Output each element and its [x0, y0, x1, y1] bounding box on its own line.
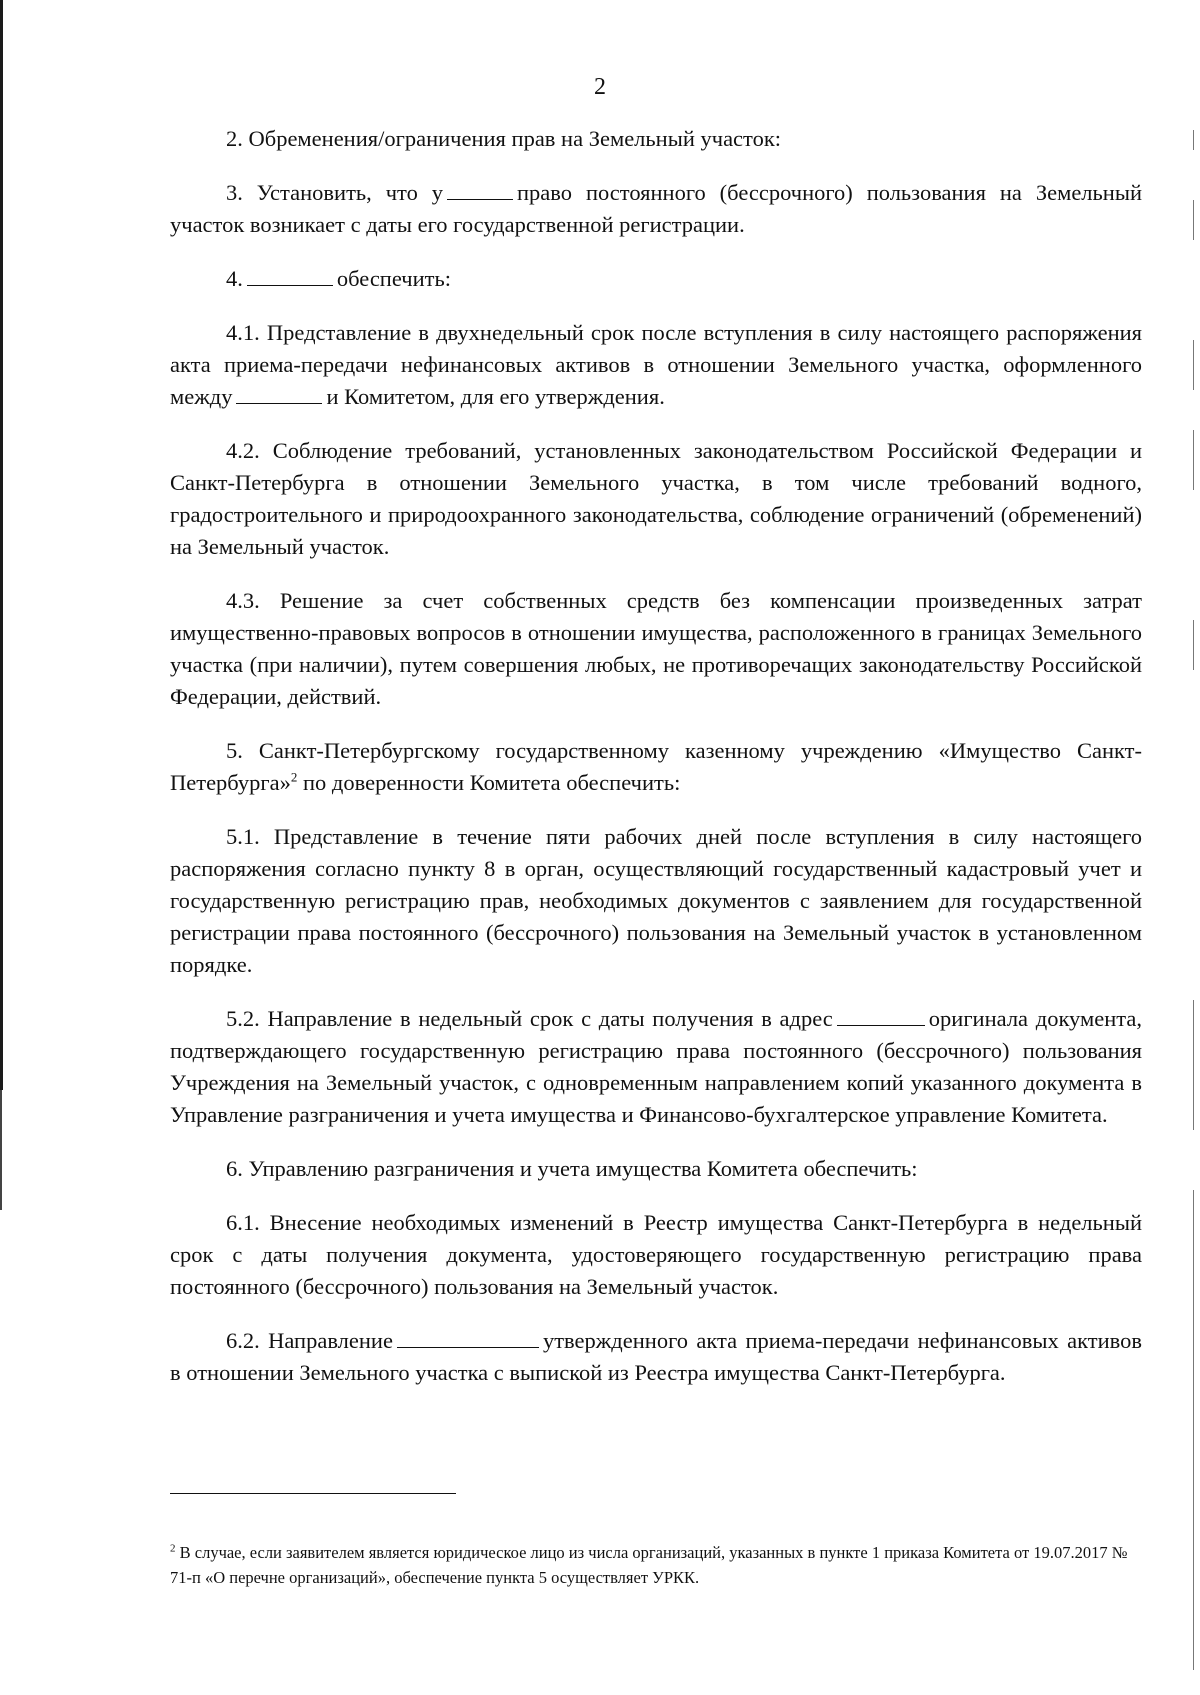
- paragraph-3-start: 3. Установить, что у: [226, 180, 444, 205]
- paragraph-4-end: обеспечить:: [336, 266, 451, 291]
- scan-edge-left-lower: [0, 1090, 2, 1210]
- paragraph-5-start: 5. Санкт-Петербургскому государственному казенному учреждению «Имущество Санкт-Петербурга»: [170, 738, 1142, 795]
- paragraph-5-end: по доверенности Комитета обеспечить:: [297, 770, 681, 795]
- paragraph-6-2-end: утвержденного акта приема-передачи нефинансовых активов в отношении Земельного участка с выпиской из Реестра имущества Санкт-Петербурга.: [170, 1328, 1142, 1385]
- scan-edge-right-mark: [1193, 200, 1194, 240]
- paragraph-5-1: 5.1. Представление в течение пяти рабочих дней после вступления в силу настоящего распоряжения согласно пункту 8 в орган, осуществляющий государственный кадастровый учет и государственную регистрацию прав, необходимых документов с заявлением для государственной регистрации права постоянного (бессрочного) пользования на Земельный участок в установленном порядке.: [170, 824, 1142, 977]
- paragraph-6-1: 6.1. Внесение необходимых изменений в Реестр имущества Санкт-Петербурга в недельный срок с даты получения документа, удостоверяющего государственную регистрацию права постоянного (бессрочного) пользования на Земельный участок.: [170, 1210, 1142, 1299]
- scan-edge-right-mark: [1193, 430, 1194, 490]
- paragraph-4-1-start: 4.1. Представление в двухнедельный срок после вступления в силу настоящего распоряжения акта приема-передачи нефинансовых активов в отношении Земельного участка, оформленного между: [170, 320, 1142, 409]
- scan-edge-right-mark: [1193, 1000, 1194, 1130]
- blank-field: [236, 381, 322, 404]
- paragraph-6: 6. Управлению разграничения и учета имущества Комитета обеспечить:: [226, 1156, 918, 1181]
- footnote: [170, 1540, 1142, 1590]
- footnote-reference[interactable]: 2: [290, 769, 298, 785]
- paragraph-6-2-start: 6.2. Направление: [226, 1328, 393, 1353]
- scan-edge-right-mark: [1193, 130, 1194, 150]
- paragraph-6-2: [170, 1325, 1142, 1389]
- paragraph-5-2-end: оригинала документа, подтверждающего государственную регистрацию права постоянного (бессрочного) пользования Учреждения на Земельный участок, с одновременным направлением копий указанного документа в Управление разграничения и учета имущества и Финансово-бухгалтерское управление Комитета.: [170, 1006, 1142, 1127]
- paragraph-4-1-end: и Комитетом, для его утверждения.: [326, 384, 665, 409]
- paragraph-4-1: [170, 317, 1142, 413]
- paragraph-5: [170, 735, 1142, 799]
- page-number: 2: [594, 74, 606, 100]
- paragraph-3: [170, 177, 1142, 241]
- scan-edge-right-mark: [1193, 340, 1194, 390]
- paragraph-3-end: право постоянного (бессрочного) пользования на Земельный участок возникает с даты его государственной регистрации.: [170, 180, 1142, 237]
- paragraph-4-2: 4.2. Соблюдение требований, установленных законодательством Российской Федерации и Санкт-Петербурга в отношении Земельного участка, в том числе требований водного, градостроительного и природоохранного законодательства, соблюдение ограничений (обременений) на Земельный участок.: [170, 438, 1142, 559]
- blank-field: [247, 263, 333, 286]
- paragraph-5-2: [170, 1003, 1142, 1131]
- blank-field: [447, 177, 513, 200]
- paragraph-4-start: 4.: [226, 266, 243, 291]
- paragraph-4-3: 4.3. Решение за счет собственных средств без компенсации произведенных затрат имущественно-правовых вопросов в отношении имущества, расположенного в границах Земельного участка (при наличии), путем совершения любых, не противоречащих законодательству Российской Федерации, действий.: [170, 588, 1142, 709]
- footnote-marker: 2: [170, 1542, 176, 1555]
- footnote-divider: [170, 1493, 456, 1494]
- paragraph-4: [170, 263, 1142, 295]
- paragraph-2: 2. Обременения/ограничения прав на Земельный участок:: [226, 126, 782, 151]
- scan-edge-left: [0, 0, 3, 1090]
- document-body: [170, 123, 1142, 1411]
- blank-field: [397, 1325, 539, 1348]
- scan-edge-right-mark: [1193, 620, 1194, 670]
- footnote-text: В случае, если заявителем является юридическое лицо из числа организаций, указанных в пункте 1 приказа Комитета от 19.07.2017 № 71-п «О перечне организаций», обеспечение пункта 5 осуществляет УРКК.: [170, 1543, 1128, 1587]
- paragraph-5-2-start: 5.2. Направление в недельный срок с даты получения в адрес: [226, 1006, 833, 1031]
- blank-field: [837, 1003, 925, 1026]
- scan-edge-right-mark: [1193, 1190, 1194, 1670]
